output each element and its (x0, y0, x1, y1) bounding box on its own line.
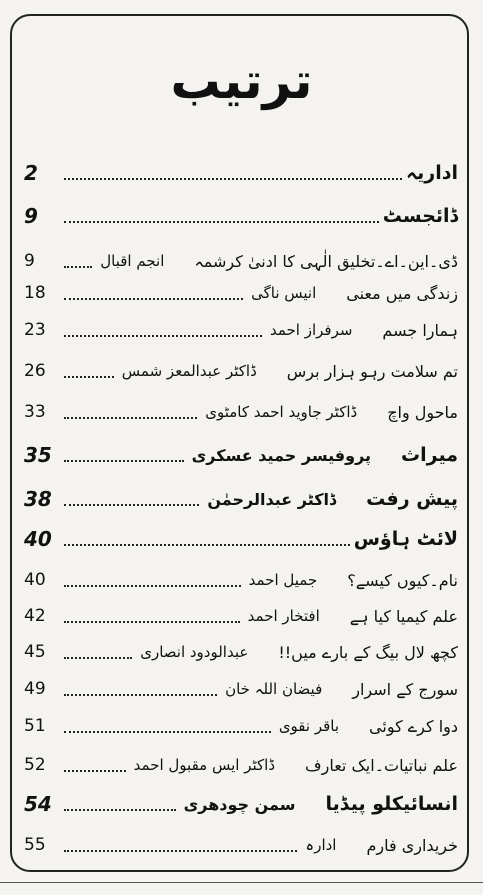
bottom-divider (0, 882, 483, 883)
toc-section-title: ڈائجسٹ (382, 205, 458, 227)
toc-author: ڈاکٹر جاوید احمد کامٹوی (205, 403, 358, 421)
toc-page-number: 35 (24, 443, 52, 467)
toc-leader-dots (64, 573, 241, 587)
toc-page-number: 33 (24, 402, 46, 422)
toc-page-number: 38 (24, 487, 52, 511)
toc-author: ڈاکٹر عبدالرحمٰن (207, 489, 337, 509)
toc-entry[interactable] (24, 524, 458, 554)
toc-leader-dots (64, 645, 132, 659)
toc-article-title: کچھ لال بیگ کے بارے میں!! (278, 642, 458, 662)
toc-author: جمیل احمد (248, 571, 318, 589)
toc-section-title: اداریہ (406, 162, 458, 184)
toc-page-number: 2 (24, 161, 38, 185)
toc-page-number: 9 (24, 204, 38, 228)
toc-entry[interactable] (24, 315, 458, 345)
toc-page-number: 55 (24, 835, 46, 855)
toc-leader-dots (64, 492, 199, 506)
toc-author: ڈاکٹر ایس مقبول احمد (133, 756, 275, 774)
toc-entry[interactable] (24, 201, 458, 231)
toc-entry[interactable] (24, 674, 458, 704)
toc-page-number: 26 (24, 361, 46, 381)
toc-author: سرفراز احمد (269, 321, 353, 339)
toc-entry[interactable] (24, 565, 458, 595)
toc-leader-dots (64, 719, 271, 733)
toc-entry[interactable] (24, 246, 458, 276)
toc-page-number: 9 (24, 251, 35, 271)
toc-author: ڈاکٹر عبدالمعز شمس (121, 362, 257, 380)
toc-entry[interactable] (24, 711, 458, 741)
toc-leader-dots (64, 797, 176, 811)
toc-page-number: 51 (24, 716, 46, 736)
toc-article-title: نام۔کیوں کیسے؟ (347, 570, 458, 590)
toc-page-number: 49 (24, 679, 46, 699)
toc-leader-dots (64, 609, 240, 623)
toc-author: باقر نقوی (278, 717, 340, 735)
toc-entry[interactable] (24, 750, 458, 780)
toc-entry[interactable] (24, 158, 458, 188)
toc-article-title: ماحول واچ (387, 402, 458, 422)
toc-leader-dots (64, 758, 126, 772)
toc-leader-dots (64, 405, 197, 419)
toc-article-title: ڈی۔این۔اے۔تخلیق الٰہی کا ادنیٰ کرشمہ (194, 251, 458, 271)
toc-section-title: پیش رفت (366, 488, 458, 510)
toc-leader-dots (64, 286, 243, 300)
toc-entry[interactable] (24, 440, 458, 470)
toc-leader-dots (64, 364, 114, 378)
toc-entry[interactable] (24, 830, 458, 860)
toc-author: انیس ناگی (251, 284, 317, 302)
toc-page-number: 40 (24, 527, 52, 551)
toc-page-number: 42 (24, 606, 46, 626)
toc-entry[interactable] (24, 484, 458, 514)
toc-article-title: خریداری فارم (366, 835, 458, 855)
toc-author: فیضان اللہ خان (225, 680, 323, 698)
toc-author: انجم اقبال (100, 252, 165, 270)
page-title: ترتیب (170, 52, 313, 110)
toc-article-title: علم کیمیا کیا ہے (349, 606, 458, 626)
toc-page-number: 23 (24, 320, 46, 340)
toc-article-title: ہمارا جسم (382, 320, 458, 340)
toc-author: افتخار احمد (247, 607, 320, 625)
toc-leader-dots (64, 166, 402, 180)
toc-page-number: 54 (24, 792, 52, 816)
toc-entry[interactable] (24, 601, 458, 631)
toc-page-number: 45 (24, 642, 46, 662)
toc-leader-dots (64, 448, 184, 462)
toc-entry[interactable] (24, 789, 458, 819)
toc-author: پروفیسر حمید عسکری (191, 445, 372, 465)
toc-page-number: 18 (24, 283, 46, 303)
toc-entry[interactable] (24, 278, 458, 308)
toc-leader-dots (64, 323, 262, 337)
toc-leader-dots (64, 209, 379, 223)
toc-section-title: میراث (401, 444, 458, 466)
toc-entry[interactable] (24, 637, 458, 667)
toc-author: سمن چودھری (183, 794, 296, 814)
toc-leader-dots (64, 838, 297, 852)
toc-leader-dots (64, 254, 92, 268)
toc-page-number: 52 (24, 755, 46, 775)
toc-author: عبدالودود انصاری (140, 643, 249, 661)
toc-page-number: 40 (24, 570, 46, 590)
toc-article-title: سورج کے اسرار (352, 679, 458, 699)
toc-article-title: تم سلامت رہو ہزار برس (286, 361, 458, 381)
toc-section-title: لائٹ ہاؤس (353, 528, 458, 550)
toc-article-title: علم نباتیات۔ایک تعارف (305, 755, 458, 775)
toc-section-title: انسائیکلو پیڈیا (325, 793, 458, 815)
toc-author: ادارہ (305, 836, 337, 854)
toc-article-title: دوا کرے کوئی (369, 716, 458, 736)
toc-article-title: زندگی میں معنی (346, 283, 458, 303)
toc-entry[interactable] (24, 397, 458, 427)
toc-leader-dots (64, 532, 350, 546)
toc-leader-dots (64, 682, 217, 696)
toc-entry[interactable] (24, 356, 458, 386)
